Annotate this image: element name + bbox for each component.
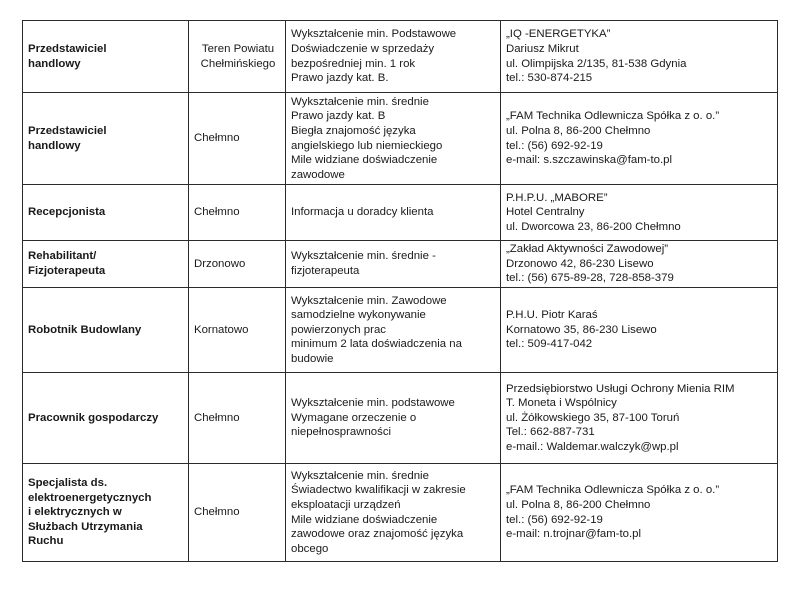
- location-cell: Drzonowo: [189, 241, 286, 288]
- requirements-cell: Wykształcenie min. średnie Świadectwo kwalifikacji w zakresie eksploatacji urządzeń Mile widziane doświadczenie zawodowe oraz znajomość języka obcego: [286, 464, 501, 562]
- employer-cell: P.H.U. Piotr Karaś Kornatowo 35, 86-230 Lisewo tel.: 509-417-042: [501, 288, 778, 373]
- location-cell: Kornatowo: [189, 288, 286, 373]
- location-cell: Chełmno: [189, 373, 286, 464]
- employer-cell: „IQ -ENERGETYKA” Dariusz Mikrut ul. Olimpijska 2/135, 81-538 Gdynia tel.: 530-874-215: [501, 21, 778, 93]
- employer-cell: P.H.P.U. „MABORE” Hotel Centralny ul. Dworcowa 23, 86-200 Chełmno: [501, 185, 778, 241]
- requirements-cell: Wykształcenie min. Zawodowe samodzielne wykonywanie powierzonych prac minimum 2 lata doświadczenia na budowie: [286, 288, 501, 373]
- employer-cell: Przedsiębiorstwo Usługi Ochrony Mienia RIM T. Moneta i Wspólnicy ul. Żółkowskiego 35, 87-100 Toruń Tel.: 662-887-731 e-mail.: Waldemar.walczyk@wp.pl: [501, 373, 778, 464]
- requirements-cell: Wykształcenie min. Podstawowe Doświadczenie w sprzedaży bezpośredniej min. 1 rok Prawo jazdy kat. B.: [286, 21, 501, 93]
- email-link[interactable]: e-mail: n.trojnar@fam-to.pl: [506, 528, 642, 541]
- position-cell: Specjalista ds. elektroenergetycznych i elektrycznych w Służbach Utrzymania Ruchu: [23, 464, 189, 562]
- location-cell: Chełmno: [189, 464, 286, 562]
- table-row: [23, 241, 778, 288]
- employer-cell: „FAM Technika Odlewnicza Spółka z o. o.” ul. Polna 8, 86-200 Chełmno tel.: (56) 692-92-19 e-mail: s.szczawinska@fam-to.pl: [501, 93, 778, 185]
- position-cell: Przedstawiciel handlowy: [23, 93, 189, 185]
- position-cell: Pracownik gospodarczy: [23, 373, 189, 464]
- table-row: [23, 21, 778, 93]
- table-row: [23, 288, 778, 373]
- requirements-cell: Wykształcenie min. średnie Prawo jazdy kat. B Biegła znajomość języka angielskiego lub niemieckiego Mile widziane doświadczenie zawodowe: [286, 93, 501, 185]
- email-link[interactable]: e-mail.: Waldemar.walczyk@wp.pl: [506, 440, 679, 453]
- location-cell: Chełmno: [189, 185, 286, 241]
- position-cell: Recepcjonista: [23, 185, 189, 241]
- table-row: [23, 373, 778, 464]
- requirements-cell: Informacja u doradcy klienta: [286, 185, 501, 241]
- position-cell: Rehabilitant/ Fizjoterapeuta: [23, 241, 189, 288]
- requirements-cell: Wykształcenie min. średnie - fizjoterapeuta: [286, 241, 501, 288]
- job-offers-sheet: [22, 20, 778, 562]
- email-link[interactable]: e-mail: s.szczawinska@fam-to.pl: [506, 154, 673, 167]
- location-cell: Chełmno: [189, 93, 286, 185]
- table-row: [23, 93, 778, 185]
- job-offers-table: [22, 20, 778, 562]
- position-cell: Przedstawiciel handlowy: [23, 21, 189, 93]
- requirements-cell: Wykształcenie min. podstawowe Wymagane orzeczenie o niepełnosprawności: [286, 373, 501, 464]
- location-cell: Teren Powiatu Chełmińskiego: [189, 21, 286, 93]
- table-row: [23, 185, 778, 241]
- table-row: [23, 464, 778, 562]
- employer-cell: „Zakład Aktywności Zawodowej” Drzonowo 42, 86-230 Lisewo tel.: (56) 675-89-28, 728-858-379: [501, 241, 778, 288]
- position-cell: Robotnik Budowlany: [23, 288, 189, 373]
- employer-cell: „FAM Technika Odlewnicza Spółka z o. o.” ul. Polna 8, 86-200 Chełmno tel.: (56) 692-92-19 e-mail: n.trojnar@fam-to.pl: [501, 464, 778, 562]
